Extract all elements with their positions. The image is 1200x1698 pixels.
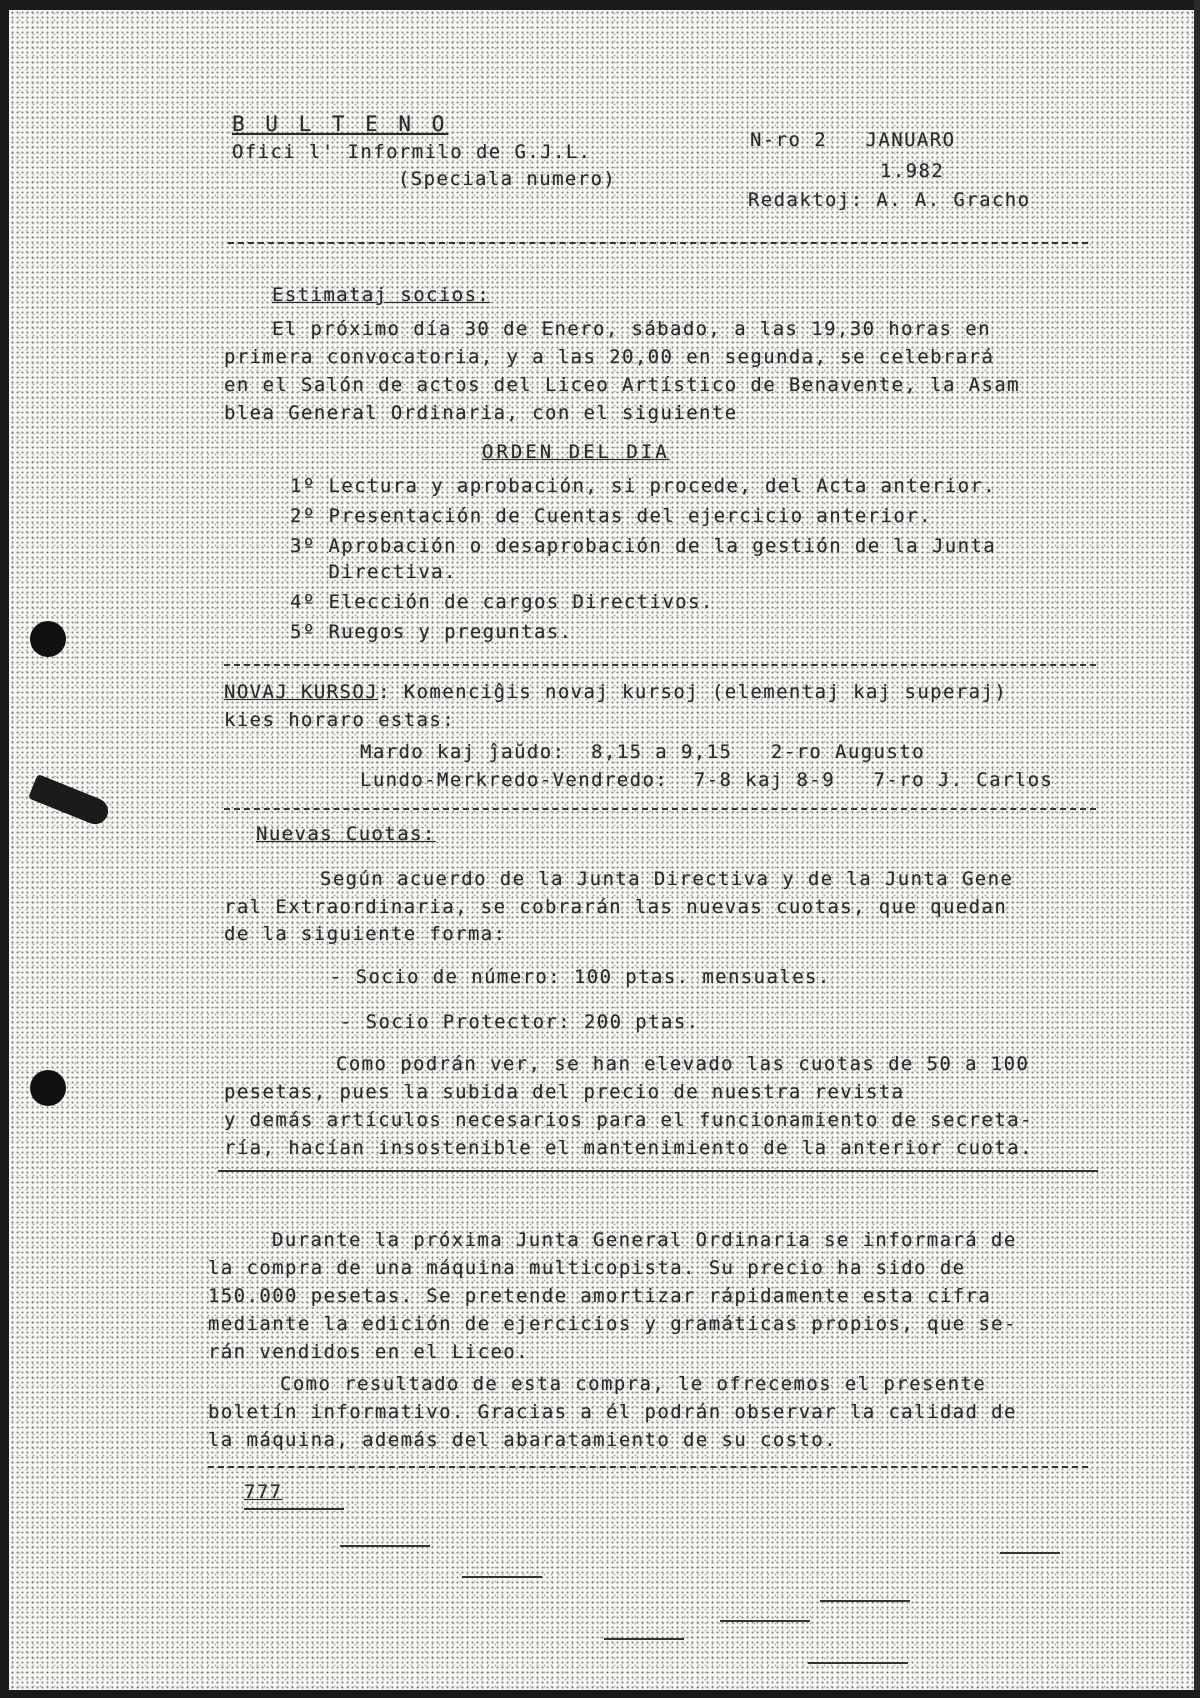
machine-line: Durante la próxima Junta General Ordinaria se informará de [272, 1229, 1017, 1251]
issue-year: 1.982 [880, 160, 945, 182]
courses-line [224, 680, 1007, 704]
machine-line-2: boletín informativo. Gracias a él podrán observar la calidad de [208, 1401, 1017, 1423]
rule-stub [808, 1662, 908, 1664]
assembly-line: en el Salón de actos del Liceo Artístico de Benavente, la Asam [224, 374, 1021, 396]
greeting: Estimataj socios: [272, 284, 491, 306]
punch-hole-icon [30, 621, 66, 657]
divider [224, 808, 1096, 810]
divider [228, 242, 1088, 244]
machine-line: rán vendidos en el Liceo. [208, 1341, 529, 1363]
fees-paragraph-line: pesetas, pues la subida del precio de nuestra revista [224, 1081, 905, 1103]
special-issue-label: (Speciala numero) [398, 168, 617, 190]
rule-stub [244, 1508, 344, 1510]
rule-stub [1000, 1552, 1060, 1554]
agenda-item: Directiva. [290, 561, 457, 583]
agenda-item: 4º Elección de cargos Directivos. [290, 591, 714, 613]
machine-line: mediante la edición de ejercicios y gramáticas propios, que se- [208, 1313, 1017, 1335]
bulletin-title: B U L T E N O [232, 112, 449, 136]
machine-line: 150.000 pesetas. Se pretende amortizar rápidamente esta cifra [208, 1285, 992, 1307]
fees-paragraph-line: ría, hacían insostenible el mantenimiento de la anterior cuota. [224, 1137, 1033, 1159]
bulletin-subtitle: Ofici l' Informilo de G.J.L. [232, 141, 592, 163]
machine-line-2: la máquina, además del abaratamiento de su costo. [208, 1429, 838, 1451]
agenda-item: 2º Presentación de Cuentas del ejercicio anterior. [290, 505, 932, 527]
assembly-line: El próximo día 30 de Enero, sábado, a las 19,30 horas en [272, 318, 991, 340]
fees-line: ral Extraordinaria, se cobrarán las nuevas cuotas, que quedan [224, 896, 1008, 918]
courses-heading: NOVAJ KURSOJ [224, 681, 379, 703]
rule-stub [604, 1638, 684, 1640]
agenda-item: 1º Lectura y aprobación, si procede, del Acta anterior. [290, 475, 997, 497]
agenda-item: 5º Ruegos y preguntas. [290, 621, 573, 643]
rule-stub [340, 1545, 430, 1547]
scan-edge-right [1194, 0, 1200, 1698]
machine-line: la compra de una máquina multicopista. Su precio ha sido de [208, 1257, 966, 1279]
agenda-title: ORDEN DEL DIA [482, 441, 670, 463]
punch-hole-icon [30, 1070, 66, 1106]
agenda-item: 3º Aprobación o desaprobación de la gestión de la Junta [290, 535, 997, 557]
fees-paragraph-line: Como podrán ver, se han elevado las cuotas de 50 a 100 [336, 1053, 1030, 1075]
editor-line: Redaktoj: A. A. Gracho [748, 189, 1031, 211]
divider [208, 1466, 1088, 1468]
assembly-line: primera convocatoria, y a las 20,00 en segunda, se celebrará [224, 346, 995, 368]
fees-paragraph-line: y demás artículos necesarios para el funcionamiento de secreta- [224, 1109, 1033, 1131]
courses-intro: : Komenciĝis novaj kursoj (elementaj kaj superaj) [378, 681, 1008, 703]
footer-mark: 777 [244, 1481, 283, 1503]
rule-stub [720, 1620, 810, 1622]
schedule-row: Mardo kaj ĵaŭdo: 8,15 a 9,15 2-ro Augusto [360, 741, 925, 763]
fees-line: Según acuerdo de la Junta Directiva y de la Junta Gene [320, 868, 1014, 890]
paper-clip-icon [28, 774, 112, 828]
schedule-row: Lundo-Merkredo-Vendredo: 7-8 kaj 8-9 7-ro J. Carlos [360, 769, 1054, 791]
scan-edge-top [0, 0, 1200, 10]
fee-item: - Socio de número: 100 ptas. mensuales. [330, 966, 831, 988]
divider [224, 664, 1096, 666]
fee-item: - Socio Protector: 200 ptas. [340, 1011, 700, 1033]
issue-number: N-ro 2 JANUARO [750, 129, 956, 151]
scan-edge-bottom [0, 1690, 1200, 1698]
rule-stub [820, 1600, 910, 1602]
machine-line-2: Como resultado de esta compra, le ofrecemos el presente [280, 1373, 987, 1395]
fees-heading: Nuevas Cuotas: [256, 823, 436, 845]
rule-stub [462, 1576, 542, 1578]
scan-edge-left [0, 0, 9, 1698]
fees-line: de la siguiente forma: [224, 923, 507, 945]
courses-intro-2: kies horaro estas: [224, 709, 456, 731]
assembly-line: blea General Ordinaria, con el siguiente [224, 402, 738, 424]
divider [218, 1170, 1098, 1172]
